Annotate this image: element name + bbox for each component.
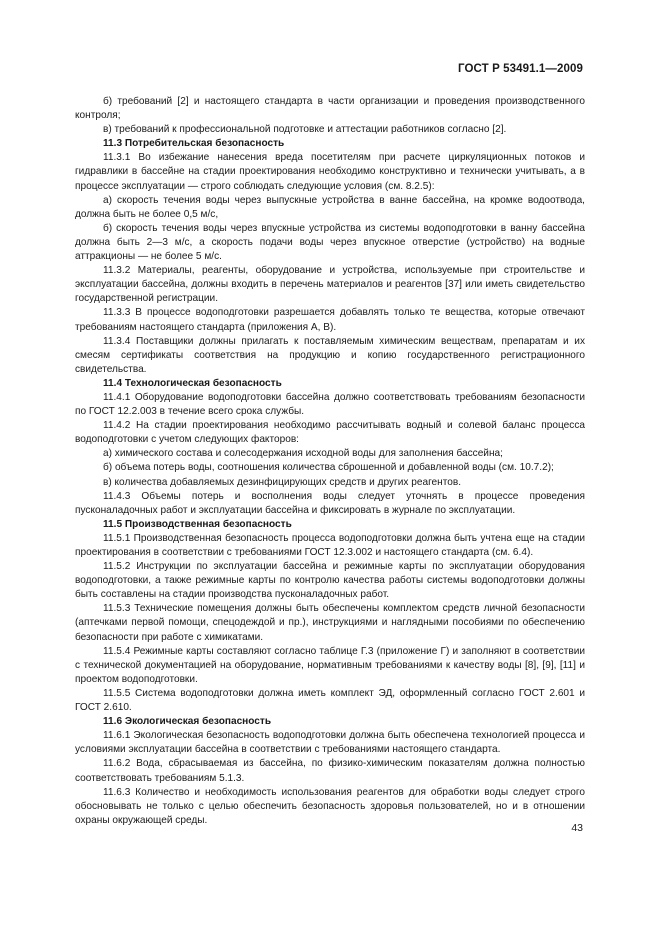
clause-11-3-1: 11.3.1 Во избежание нанесения вреда посетителям при расчете циркуляционных потоков и гидравлики в бассейне на стадии проектирования необходимо конструктивно и технически учитывать, а в процессе эксплуатации — строго соблюдать следующие условия (см. 8.2.5):	[75, 152, 585, 192]
clause-11-6-3: 11.6.3 Количество и необходимость использования реагентов для обработки воды следует строго обосновывать не только с целью обеспечить безопасность здоровья пользователей, но и в отношении охраны окружающей среды.	[75, 786, 585, 826]
section-heading-11-6: 11.6 Экологическая безопасность	[103, 716, 272, 728]
clause-11-4-2-a: а) химического состава и солесодержания исходной воды для заполнения бассейна;	[103, 448, 503, 460]
clause-11-5-4: 11.5.4 Режимные карты составляют согласно таблице Г.3 (приложение Г) и заполняют в соответствии с технической документацией на оборудование, нормативным требованиями к качеству воды [8], [9], [11] и проектом водоподготовки.	[75, 645, 585, 685]
clause-11-4-3: 11.4.3 Объемы потерь и восполнения воды следует уточнять в процессе проведения пусконаладочных работ и эксплуатации бассейна и фиксировать в журнале по эксплуатации.	[75, 490, 585, 516]
list-item-v-training: в) требований к профессиональной подготовке и аттестации работников согласно [2].	[103, 124, 507, 136]
document-body	[75, 95, 585, 828]
clause-11-4-2: 11.4.2 На стадии проектирования необходимо рассчитывать водный и солевой баланс процесса водоподготовки с учетом следующих факторов:	[75, 420, 585, 446]
section-heading-11-4: 11.4 Технологическая безопасность	[103, 377, 282, 389]
section-heading-11-5: 11.5 Производственная безопасность	[103, 518, 292, 530]
clause-11-4-2-b: б) объема потерь воды, соотношения количества сброшенной и добавленной воды (см. 10.7.2);	[103, 462, 554, 474]
clause-11-4-2-v: в) количества добавляемых дезинфицирующих средств и других реагентов.	[103, 476, 462, 488]
clause-11-3-3: 11.3.3 В процессе водоподготовки разрешается добавлять только те вещества, которые отвечают требованиям настоящего стандарта (приложения А, В).	[75, 307, 585, 333]
clause-11-5-5: 11.5.5 Система водоподготовки должна иметь комплект ЭД, оформленный согласно ГОСТ 2.601 и ГОСТ 2.610.	[75, 687, 585, 714]
clause-11-3-2: 11.3.2 Материалы, реагенты, оборудование и устройства, используемые при строительстве и эксплуатации бассейна, должны входить в перечень материалов и реагентов [37] или иметь свидетельство государственной регистрации.	[75, 265, 585, 305]
clause-11-3-4: 11.3.4 Поставщики должны прилагать к поставляемым химическим веществам, препаратам и их смесям сертификаты соответствия на продукцию и копию государственного регистрационного свидетельства.	[75, 335, 585, 375]
clause-11-5-3: 11.5.3 Технические помещения должны быть обеспечены комплектом средств личной безопасности (аптечками первой помощи, спецодеждой и пр.), инструкциями и наглядными пособиями по обеспечению безопасности при работе с химикатами.	[75, 603, 585, 643]
clause-11-5-1: 11.5.1 Производственная безопасность процесса водоподготовки должна быть учтена еще на стадии проектирования в соответствии с требованиями ГОСТ 12.3.002 и настоящего стандарта (см. 6.4).	[75, 532, 585, 558]
list-item-b-production-control: б) требований [2] и настоящего стандарта в части организации и проведения производственного контроля;	[75, 96, 585, 122]
clause-11-3-1-a: а) скорость течения воды через выпускные устройства в ванне бассейна, на кромке водоотвода, должна быть не более 0,5 м/с,	[75, 194, 585, 220]
section-heading-11-3: 11.3 Потребительская безопасность	[103, 138, 285, 150]
page-number: 43	[571, 822, 583, 834]
clause-11-4-1: 11.4.1 Оборудование водоподготовки бассейна должно соответствовать требованиям безопасности по ГОСТ 12.2.003 в течение всего срока службы.	[75, 391, 585, 418]
clause-11-5-2: 11.5.2 Инструкции по эксплуатации бассейна и режимные карты по эксплуатации оборудования водоподготовки, а также режимные карты по контролю качества работы системы водоподготовки должны быть составлены на стадии производства пусконаладочных работ.	[75, 561, 585, 601]
standard-designation: ГОСТ Р 53491.1—2009	[458, 63, 583, 75]
clause-11-3-1-b: б) скорость течения воды через впускные устройства из системы водоподготовки в ванну бассейна должна быть 2—3 м/с, а скорость подачи воды через впускное отверстие (устройство) на водные аттракционы — не более 5 м/с.	[75, 222, 585, 263]
clause-11-6-1: 11.6.1 Экологическая безопасность водоподготовки должна быть обеспечена технологией процесса и условиями эксплуатации бассейна в соответствии с требованиями настоящего стандарта.	[75, 730, 585, 756]
clause-11-6-2: 11.6.2 Вода, сбрасываемая из бассейна, по физико-химическим показателям должна полностью соответствовать требованиям 5.1.3.	[75, 758, 585, 784]
